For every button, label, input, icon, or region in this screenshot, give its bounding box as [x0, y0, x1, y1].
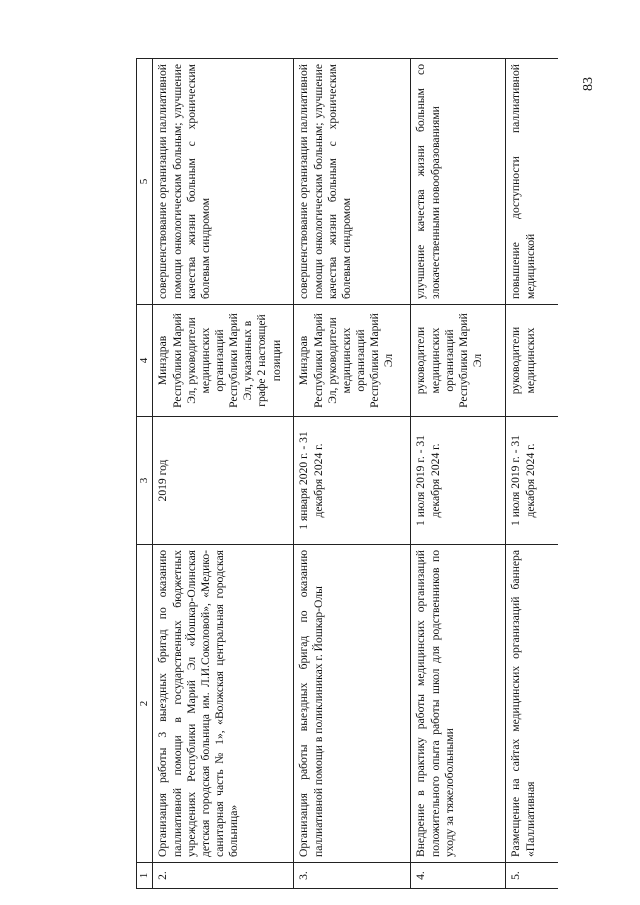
period-cell: 1 января 2020 г. - 31 декабря 2024 г. — [294, 417, 411, 545]
action-cell: Организация работы выездных бригад по оказанию паллиативной помощи в поликлиниках г. Йошкар-Олы — [294, 545, 411, 863]
rotated-table-container — [136, 59, 640, 889]
responsible-cell: Минздрав Республики Марий Эл, руководители медицинских организаций Республики Марий Эл — [294, 305, 411, 417]
row-number: 5. — [506, 863, 559, 889]
result-cell: совершенствование организации паллиативной помощи онкологическим больным; улучшение качества жизни больным с хроническим болевым синдромом — [294, 59, 411, 305]
table-row — [153, 59, 294, 889]
table-row — [294, 59, 411, 889]
column-header: 3 — [137, 417, 153, 545]
plan-table — [136, 58, 558, 889]
column-header: 2 — [137, 545, 153, 863]
row-number: 4. — [411, 863, 506, 889]
responsible-cell: руководители медицинских организаций Республики Марий Эл — [411, 305, 506, 417]
period-cell: 1 июля 2019 г. - 31 декабря 2024 г. — [411, 417, 506, 545]
table-row — [411, 59, 506, 889]
result-cell: совершенствование организации паллиативной помощи онкологическим больным; улучшение качества жизни больным с хроническим болевым синдромом — [153, 59, 294, 305]
column-number-row — [137, 59, 153, 889]
page-number: 83 — [581, 77, 596, 91]
period-cell: 1 июля 2019 г. - 31 декабря 2024 г. — [506, 417, 559, 545]
action-cell: Внедрение в практику работы медицинских организаций положительного опыта работы школ для родственников по уходу за тяжелобольными — [411, 545, 506, 863]
period-cell: 2019 год — [153, 417, 294, 545]
result-cell: улучшение качества жизни больным со злокачественными новообразованиями — [411, 59, 506, 305]
responsible-cell: руководители медицинских — [506, 305, 559, 417]
column-header: 5 — [137, 59, 153, 305]
row-number: 3. — [294, 863, 411, 889]
result-cell: повышение доступности паллиативной медицинской — [506, 59, 559, 305]
responsible-cell: Минздрав Республики Марий Эл, руководители медицинских организаций Республики Марий Эл, указанных в графе 2 настоящей позиции — [153, 305, 294, 417]
action-cell: Размещение на сайтах медицинских организаций баннера «Паллиативная — [506, 545, 559, 863]
column-header: 4 — [137, 305, 153, 417]
column-header: 1 — [137, 863, 153, 889]
row-number: 2. — [153, 863, 294, 889]
table-row — [506, 59, 559, 889]
action-cell: Организация работы 3 выездных бригад по оказанию паллиативной помощи в государственных бюджетных учреждениях Республики Марий Эл «Йошкар-Олинская детская городская больница им. Л.И.Соколовой», «Медико-санитарная часть № 1», «Волжская центральная городская больница» — [153, 545, 294, 863]
